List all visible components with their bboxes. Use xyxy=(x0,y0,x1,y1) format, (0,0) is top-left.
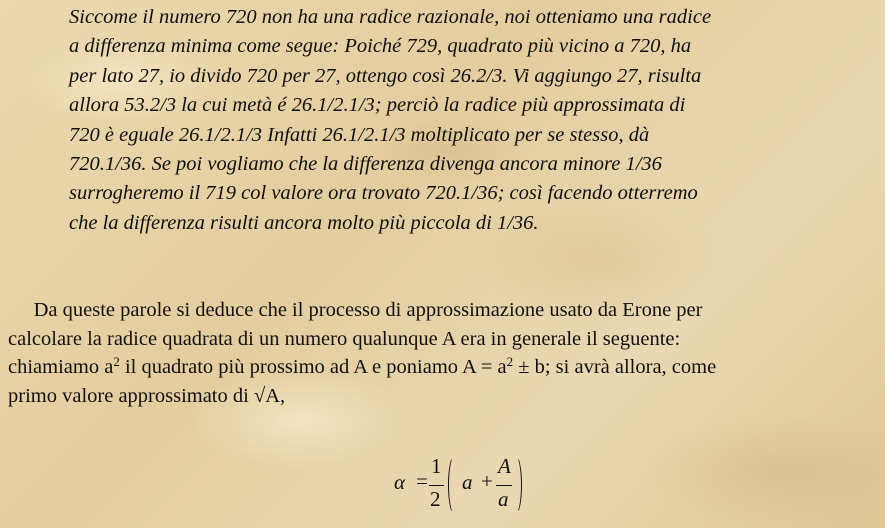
quote-line: 720 è eguale 26.1/2.1/3 Infatti 26.1/2.1/3 moltiplicato per se stesso, dà xyxy=(69,123,650,146)
paragraph-line: calcolare la radice quadrata di un numero qualunque A era in generale il seguente: xyxy=(8,327,681,350)
formula-alpha: α xyxy=(394,470,406,494)
formula-equals: = xyxy=(416,469,428,493)
quote-line: allora 53.2/3 la cui metà é 26.1/2.1/3; perciò la radice più approssimata di xyxy=(69,94,686,117)
quote-line: a differenza minima come segue: Poiché 729, quadrato più vicino a 720, ha xyxy=(69,35,692,58)
quote-line: che la differenza risulti ancora molto più piccola di 1/36. xyxy=(69,211,539,234)
formula-term-a: a xyxy=(462,470,473,494)
paragraph-line xyxy=(8,353,883,382)
superscript: 2 xyxy=(113,354,120,369)
fraction-denominator: 2 xyxy=(430,487,441,511)
fraction-bar xyxy=(429,485,444,486)
right-paren xyxy=(510,456,522,514)
fraction-denominator: a xyxy=(498,487,509,511)
heron-formula xyxy=(392,452,552,518)
paragraph-line: primo valore approssimato di √A, xyxy=(8,384,286,407)
quote-line: 720.1/36. Se poi vogliamo che la differenza divenga ancora minore 1/36 xyxy=(69,153,662,176)
quote-line: surrogheremo il 719 col valore ora trovato 720.1/36; così facendo otterremo xyxy=(69,182,698,205)
formula-plus: + xyxy=(481,469,493,493)
paragraph-text: ± b; si avrà allora, come xyxy=(513,356,717,378)
fraction-numerator: 1 xyxy=(431,454,442,478)
paragraph-text: chiamiamo a xyxy=(8,356,114,378)
paragraph-line xyxy=(8,296,883,325)
paragraph-line-text: Da queste parole si deduce che il processo di approssimazione usato da Erone per xyxy=(33,299,703,321)
paragraph-text: il quadrato più prossimo ad A e poniamo A = a xyxy=(119,356,507,378)
quote-line: per lato 27, io divido 720 per 27, ottengo così 26.2/3. Vi aggiungo 27, risulta xyxy=(69,64,702,87)
quoted-passage xyxy=(69,3,869,238)
quote-line: Siccome il numero 720 non ha una radice razionale, noi otteniamo una radice xyxy=(69,6,712,28)
explanation-paragraph xyxy=(8,296,883,410)
left-paren xyxy=(448,456,460,514)
fraction-numerator: A xyxy=(498,454,511,478)
superscript: 2 xyxy=(506,354,514,369)
